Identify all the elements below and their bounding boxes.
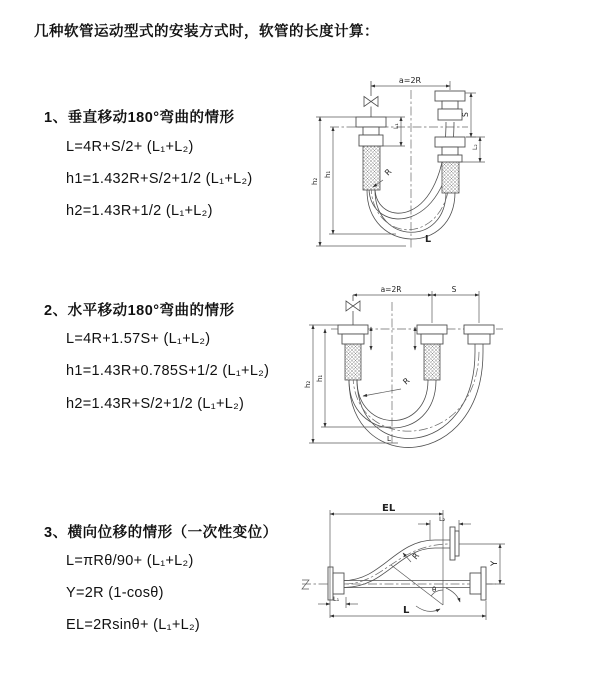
- section-2-heading: 2、水平移动180°弯曲的情形: [44, 303, 235, 319]
- diagram-horizontal-180-bend: [303, 280, 538, 460]
- label-s: S: [451, 285, 457, 294]
- dimension-s: [432, 285, 479, 323]
- dimension-a2r: [371, 76, 450, 90]
- label-theta: θ: [432, 586, 437, 594]
- label-l: L: [387, 435, 391, 443]
- dimension-el: [330, 503, 443, 618]
- label-r: R: [410, 551, 422, 562]
- label-r: R: [401, 376, 412, 387]
- flange-fitting-top-right: [450, 527, 459, 560]
- label-l2: L₂: [472, 144, 479, 150]
- label-h1: h₁: [316, 374, 324, 382]
- section-1-heading: 1、垂直移动180°弯曲的情形: [44, 110, 235, 126]
- section-3-heading: 3、横向位移的情形（一次性变位）: [44, 525, 278, 541]
- label-l1: L₁: [393, 123, 400, 129]
- dimension-l1: [318, 595, 358, 608]
- radius-callout: [403, 551, 421, 562]
- page-title: 几种软管运动型式的安装方式时，软管的长度计算：: [34, 24, 379, 40]
- section-3-formula-Y: Y=2R (1-cosθ): [66, 585, 164, 601]
- label-l: L: [425, 234, 432, 245]
- label-h1: h₁: [324, 170, 332, 178]
- flange-fitting-left: [338, 325, 368, 344]
- label-s: S: [461, 112, 470, 117]
- section-1-formula-L: L=4R+S/2+ (L₁+L₂): [66, 139, 194, 155]
- flange-fitting-left: [356, 117, 386, 146]
- braid-right: [442, 162, 459, 193]
- section-2-formula-L: L=4R+1.57S+ (L₁+L₂): [66, 331, 211, 347]
- hose-u-bend: [349, 350, 483, 447]
- pipe-stub-right: [475, 344, 483, 352]
- label-h2: h₂: [304, 380, 312, 388]
- section-1-formula-h2: h2=1.43R+1/2 (L₁+L₂): [66, 203, 213, 219]
- hose-centerline: [353, 350, 479, 431]
- radius-callout: [363, 376, 412, 396]
- flange-fitting-middle: [417, 325, 447, 344]
- section-1-formula-h1: h1=1.432R+S/2+1/2 (L₁+L₂): [66, 171, 253, 187]
- label-a2r: a=2R: [398, 76, 422, 85]
- section-2-formula-h2: h2=1.43R+S/2+1/2 (L₁+L₂): [66, 396, 245, 412]
- dimension-l2: [418, 515, 471, 540]
- valve-icon: [346, 295, 360, 325]
- flange-fitting-right: [470, 567, 486, 600]
- label-el: EL: [382, 503, 396, 514]
- section-2-formula-h1: h1=1.43R+0.785S+1/2 (L₁+L₂): [66, 363, 270, 379]
- flange-fitting-right-lower: [435, 137, 465, 162]
- label-l: L: [403, 605, 410, 616]
- label-h2: h₂: [311, 177, 319, 185]
- label-l2: L₂: [439, 515, 446, 523]
- section-3-formula-EL: EL=2Rsinθ+ (L₁+L₂): [66, 617, 201, 633]
- label-l1: L₁: [333, 595, 340, 603]
- braid-left: [363, 146, 380, 190]
- flange-fitting-right: [464, 325, 494, 344]
- diagram-vertical-180-bend: [308, 70, 533, 255]
- fitting-length-arrows: [371, 327, 415, 350]
- braid-left: [345, 344, 361, 380]
- label-y: Y: [490, 560, 500, 566]
- diagram-lateral-displacement: [300, 498, 595, 656]
- braid-middle: [424, 344, 440, 380]
- label-r: R: [383, 167, 394, 178]
- break-mark: [302, 580, 309, 589]
- section-3-formula-L: L=πRθ/90+ (L₁+L₂): [66, 553, 194, 569]
- label-a2r: a=2R: [380, 285, 402, 294]
- dimension-a2r: [353, 285, 432, 323]
- valve-icon: [364, 81, 378, 117]
